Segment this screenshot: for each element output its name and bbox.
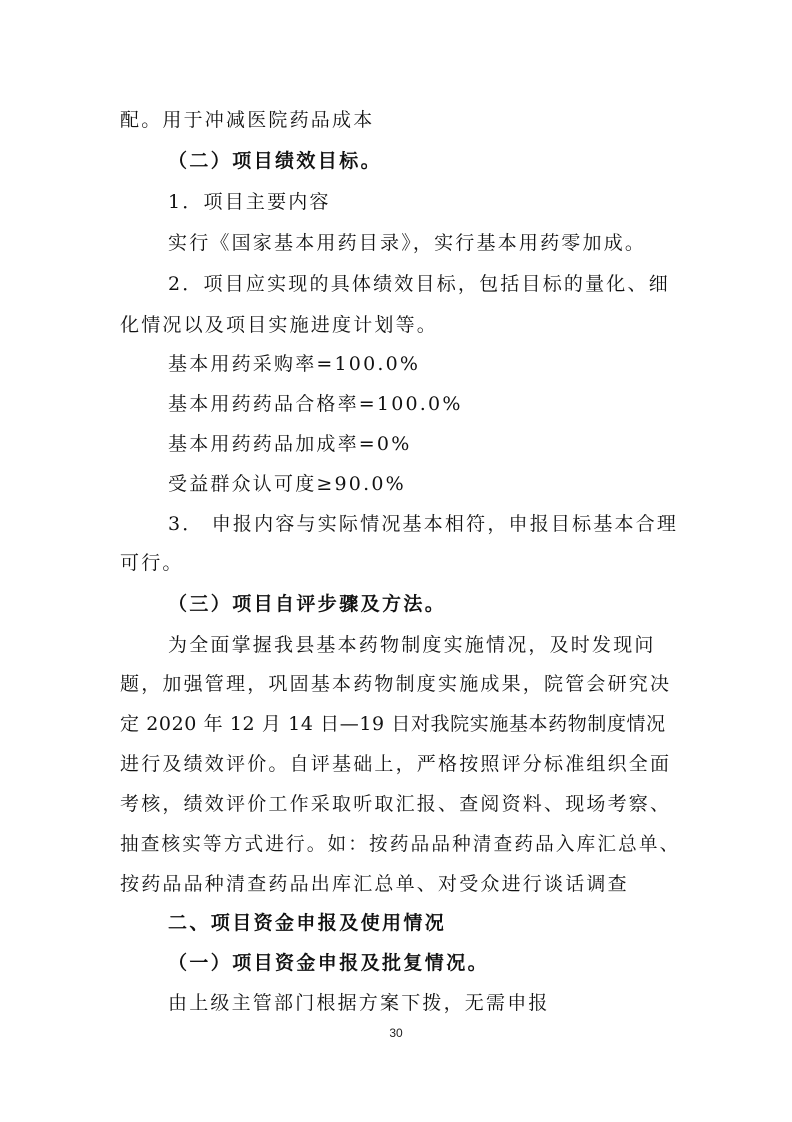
paragraph-line: 为全面掌握我县基本药物制度实施情况，及时发现问 (168, 634, 656, 656)
list-item-heading: 1．项目主要内容 (168, 191, 331, 213)
paragraph-line: 可行。 (120, 552, 184, 574)
section-heading: （三）项目自评步骤及方法。 (168, 593, 447, 615)
paragraph-line: 抽查核实等方式进行。如：按药品品种清查药品入库汇总单、 (120, 833, 681, 855)
paragraph-line: 由上级主管部门根据方案下拨，无需申报 (168, 992, 550, 1014)
paragraph-line: 考核，绩效评价工作采取听取汇报、查阅资料、现场考察、 (120, 793, 672, 815)
metric-line: 基本用药采购率=100.0% (168, 353, 421, 375)
section-heading: （一）项目资金申报及批复情况。 (168, 952, 490, 974)
page-number: 30 (389, 1026, 403, 1040)
paragraph-line: 进行及绩效评价。自评基础上，严格按照评分标准组织全面 (120, 753, 672, 775)
paragraph-line: 配。用于冲减医院药品成本 (120, 109, 375, 131)
section-heading: （二）项目绩效目标。 (168, 150, 383, 172)
metric-line: 受益群众认可度≥90.0% (168, 473, 406, 495)
paragraph-line: 实行《国家基本用药目录》，实行基本用药零加成。 (168, 232, 647, 254)
metric-line: 基本用药药品合格率=100.0% (168, 393, 463, 415)
paragraph-line: 2．项目应实现的具体绩效目标，包括目标的量化、细 (168, 273, 670, 295)
paragraph-line: 3． 申报内容与实际情况基本相符，申报目标基本合理 (168, 513, 679, 535)
paragraph-line: 按药品品种清查药品出库汇总单、对受众进行谈话调查 (120, 873, 629, 895)
paragraph-line: 题，加强管理，巩固基本药物制度实施成果，院管会研究决 (120, 673, 672, 695)
paragraph-line: 化情况以及项目实施进度计划等。 (120, 314, 439, 336)
chapter-heading: 二、项目资金申报及使用情况 (168, 912, 447, 934)
paragraph-line: 定 2020 年 12 月 14 日—19 日对我院实施基本药物制度情况 (120, 713, 666, 735)
metric-line: 基本用药药品加成率=0% (168, 433, 412, 455)
